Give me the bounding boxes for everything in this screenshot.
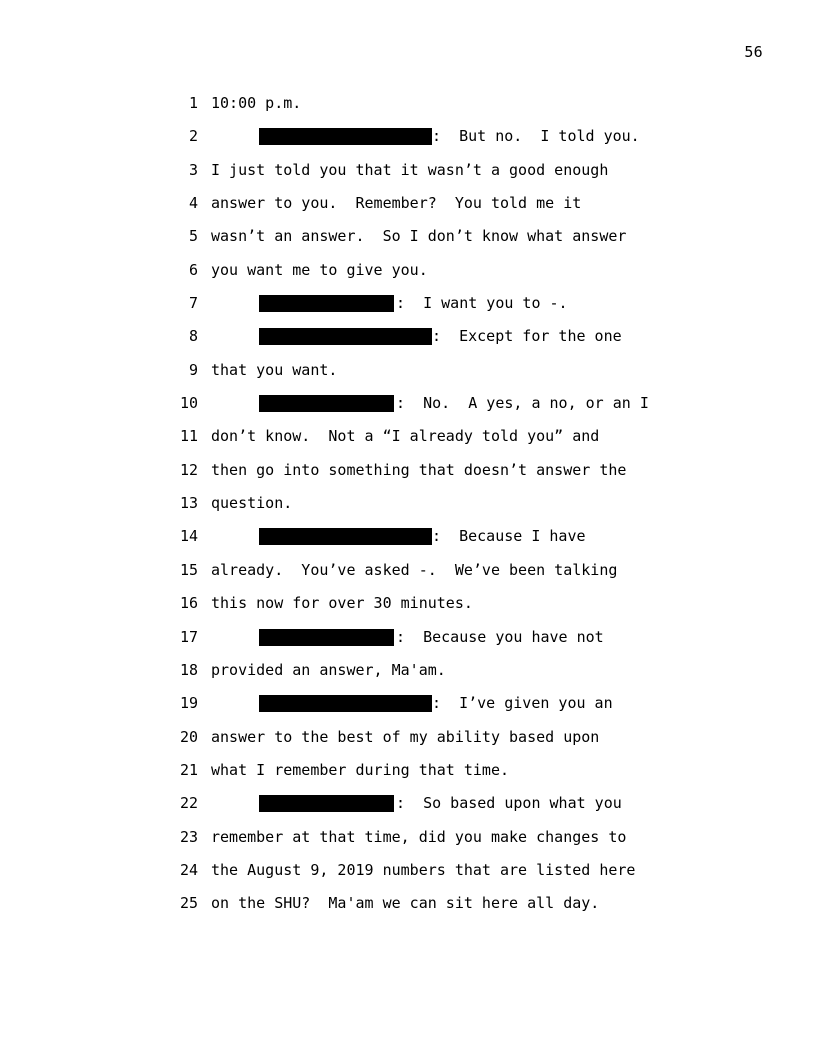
transcript-line (0, 726, 816, 759)
transcript-body (0, 92, 816, 926)
transcript-line (0, 826, 816, 859)
line-text: : Except for the one (432, 327, 622, 346)
line-text: what I remember during that time. (211, 760, 510, 779)
transcript-line (0, 459, 816, 492)
transcript-line (0, 192, 816, 225)
transcript-line (0, 159, 816, 192)
line-number: 7 (188, 294, 198, 313)
transcript-line (0, 792, 816, 825)
transcript-line (0, 359, 816, 392)
line-number: 1 (188, 94, 198, 112)
line-number: 22 (179, 794, 198, 813)
redacted-speaker-name (259, 528, 432, 545)
line-number: 9 (188, 360, 198, 379)
transcript-line (0, 225, 816, 258)
line-number: 24 (179, 860, 198, 879)
line-number: 6 (188, 260, 198, 279)
transcript-line (0, 492, 816, 525)
transcript-line (0, 892, 816, 925)
transcript-line (0, 692, 816, 725)
transcript-line (0, 292, 816, 325)
line-number: 13 (179, 494, 198, 513)
line-text: don’t know. Not a “I already told you” and (211, 427, 600, 446)
line-text: : I’ve given you an (432, 694, 613, 713)
transcript-line (0, 626, 816, 659)
transcript-line (0, 592, 816, 625)
line-number: 21 (179, 760, 198, 779)
line-text: then go into something that doesn’t answer the (211, 460, 627, 479)
line-number: 4 (188, 194, 198, 213)
line-text: that you want. (211, 360, 338, 379)
line-text: this now for over 30 minutes. (211, 594, 473, 613)
transcript-line (0, 325, 816, 358)
transcript-line (0, 259, 816, 292)
transcript-line (0, 392, 816, 425)
line-number: 3 (188, 160, 198, 179)
transcript-line (0, 559, 816, 592)
transcript-line (0, 659, 816, 692)
line-text: you want me to give you. (211, 260, 428, 279)
line-number: 12 (179, 460, 198, 479)
line-text: the August 9, 2019 numbers that are listed here (211, 860, 636, 879)
line-text: question. (211, 494, 293, 513)
line-number: 19 (179, 694, 198, 713)
line-number: 8 (188, 327, 198, 346)
line-number: 18 (179, 660, 198, 679)
line-number: 10 (179, 394, 198, 413)
transcript-line (0, 92, 816, 125)
line-number: 15 (179, 560, 198, 579)
page-number: 56 (744, 43, 763, 61)
line-number: 5 (188, 227, 198, 246)
transcript-line (0, 759, 816, 792)
line-text: : Because you have not (396, 627, 604, 646)
line-number: 25 (179, 894, 198, 913)
line-text: wasn’t an answer. So I don’t know what answer (211, 227, 627, 246)
line-text: 10:00 p.m. (211, 94, 302, 112)
line-number: 20 (179, 727, 198, 746)
line-text: I just told you that it wasn’t a good enough (211, 160, 609, 179)
line-text: already. You’ve asked -. We’ve been talking (211, 560, 618, 579)
line-text: : So based upon what you (396, 794, 622, 813)
line-number: 2 (188, 127, 198, 146)
transcript-line (0, 525, 816, 558)
transcript-line (0, 125, 816, 158)
redacted-speaker-name (259, 295, 394, 312)
line-text: answer to the best of my ability based upon (211, 727, 600, 746)
line-text: answer to you. Remember? You told me it (211, 194, 582, 213)
line-number: 16 (179, 594, 198, 613)
redacted-speaker-name (259, 128, 432, 145)
line-number: 23 (179, 827, 198, 846)
line-text: provided an answer, Ma'am. (211, 660, 446, 679)
transcript-line (0, 859, 816, 892)
transcript-line (0, 425, 816, 458)
redacted-speaker-name (259, 328, 432, 345)
line-text: : No. A yes, a no, or an I (396, 394, 649, 413)
redacted-speaker-name (259, 629, 394, 646)
line-text: on the SHU? Ma'am we can sit here all day. (211, 894, 600, 913)
line-number: 17 (179, 627, 198, 646)
line-text: : Because I have (432, 527, 586, 546)
redacted-speaker-name (259, 795, 394, 812)
line-text: : I want you to -. (396, 294, 568, 313)
redacted-speaker-name (259, 395, 394, 412)
line-text: : But no. I told you. (432, 127, 640, 146)
line-number: 11 (179, 427, 198, 446)
line-number: 14 (179, 527, 198, 546)
line-text: remember at that time, did you make changes to (211, 827, 627, 846)
redacted-speaker-name (259, 695, 432, 712)
